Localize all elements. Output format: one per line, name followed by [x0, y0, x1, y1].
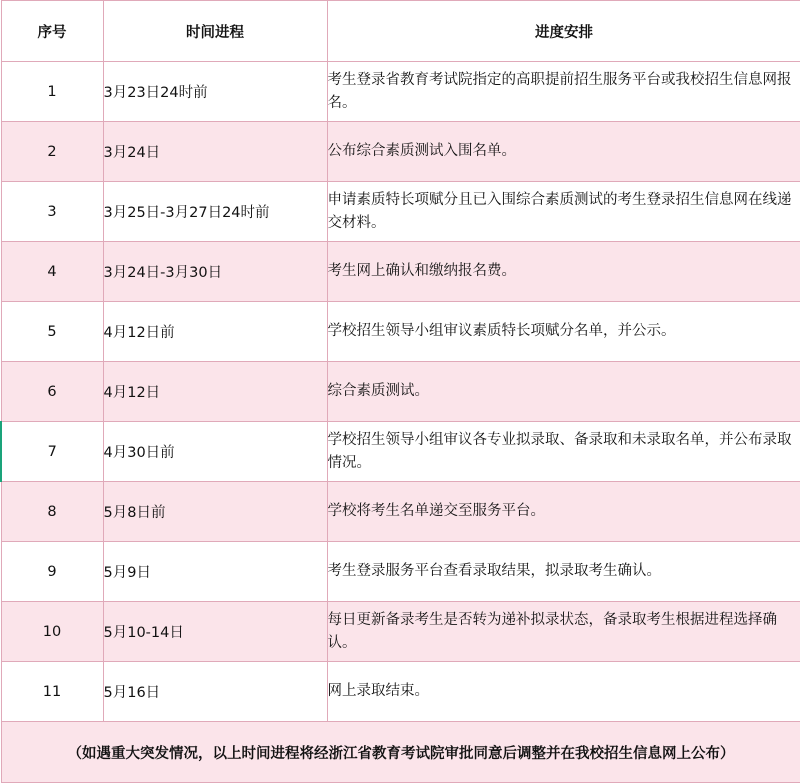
table-row — [1, 602, 800, 662]
row-time: 3月25日-3月27日24时前 — [103, 182, 327, 242]
row-index: 6 — [1, 362, 103, 422]
row-plan: 网上录取结束。 — [327, 662, 800, 722]
row-index: 3 — [1, 182, 103, 242]
table-row — [1, 662, 800, 722]
table-row — [1, 122, 800, 182]
header-index: 序号 — [1, 1, 103, 62]
row-plan: 考生登录省教育考试院指定的高职提前招生服务平台或我校招生信息网报名。 — [327, 62, 800, 122]
row-index: 10 — [1, 602, 103, 662]
row-plan: 公布综合素质测试入围名单。 — [327, 122, 800, 182]
row-plan: 每日更新备录考生是否转为递补拟录状态，备录取考生根据进程选择确认。 — [327, 602, 800, 662]
table-row — [1, 422, 800, 482]
row-time: 4月12日 — [103, 362, 327, 422]
row-plan: 申请素质特长项赋分且已入围综合素质测试的考生登录招生信息网在线递交材料。 — [327, 182, 800, 242]
header-row — [1, 1, 800, 62]
table-row — [1, 62, 800, 122]
row-plan: 学校将考生名单递交至服务平台。 — [327, 482, 800, 542]
row-index: 5 — [1, 302, 103, 362]
footer-note: （如遇重大突发情况，以上时间进程将经浙江省教育考试院审批同意后调整并在我校招生信息网上公布） — [1, 722, 800, 783]
header-time: 时间进程 — [103, 1, 327, 62]
table-row — [1, 182, 800, 242]
row-index: 8 — [1, 482, 103, 542]
row-plan: 考生网上确认和缴纳报名费。 — [327, 242, 800, 302]
table-row — [1, 242, 800, 302]
row-index: 11 — [1, 662, 103, 722]
row-time: 3月23日24时前 — [103, 62, 327, 122]
row-plan: 考生登录服务平台查看录取结果，拟录取考生确认。 — [327, 542, 800, 602]
row-time: 5月10-14日 — [103, 602, 327, 662]
row-index: 1 — [1, 62, 103, 122]
row-time: 4月30日前 — [103, 422, 327, 482]
table-row — [1, 302, 800, 362]
table-row — [1, 482, 800, 542]
row-index: 7 — [1, 422, 103, 482]
row-time: 4月12日前 — [103, 302, 327, 362]
footer-row — [1, 722, 800, 783]
row-plan: 学校招生领导小组审议素质特长项赋分名单，并公示。 — [327, 302, 800, 362]
row-index: 4 — [1, 242, 103, 302]
row-plan: 学校招生领导小组审议各专业拟录取、备录取和未录取名单，并公布录取情况。 — [327, 422, 800, 482]
row-plan: 综合素质测试。 — [327, 362, 800, 422]
row-time: 5月8日前 — [103, 482, 327, 542]
row-index: 2 — [1, 122, 103, 182]
row-time: 3月24日 — [103, 122, 327, 182]
row-index: 9 — [1, 542, 103, 602]
table-row — [1, 542, 800, 602]
row-time: 3月24日-3月30日 — [103, 242, 327, 302]
header-plan: 进度安排 — [327, 1, 800, 62]
row-time: 5月16日 — [103, 662, 327, 722]
table-row — [1, 362, 800, 422]
row-time: 5月9日 — [103, 542, 327, 602]
